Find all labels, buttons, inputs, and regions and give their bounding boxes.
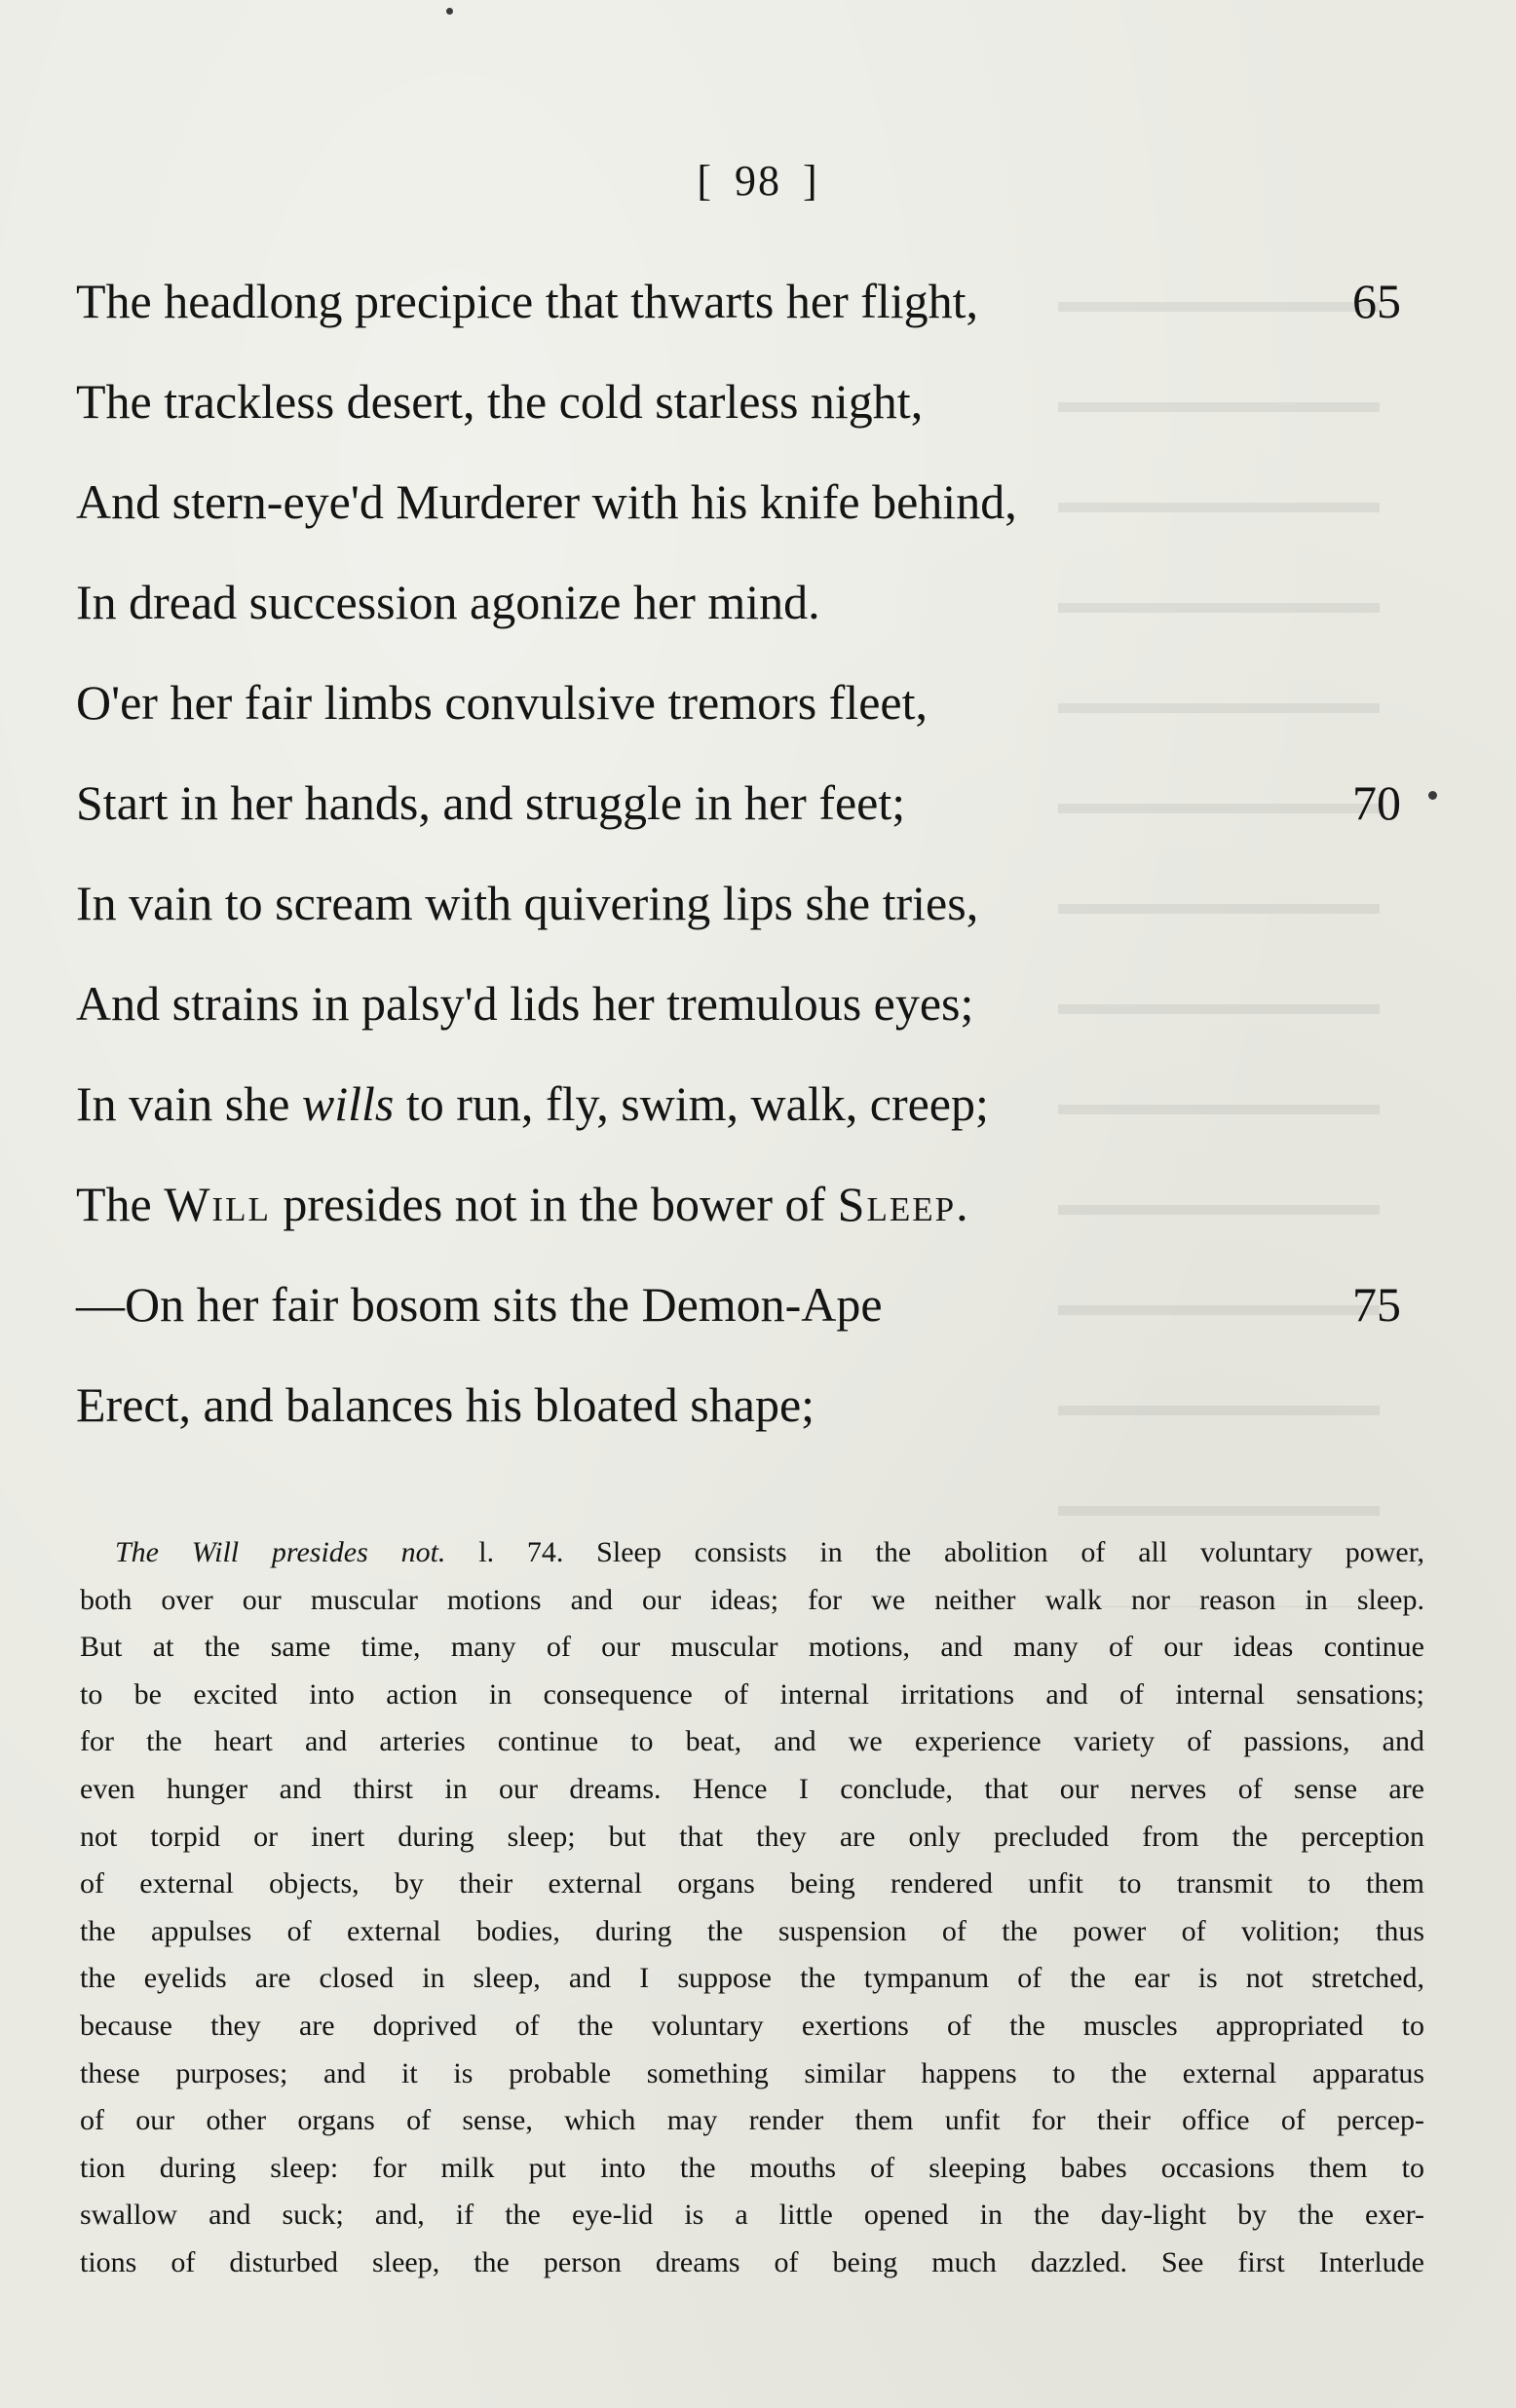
poem-line bbox=[76, 753, 1421, 853]
page-number bbox=[0, 156, 1516, 206]
footnote-line: these purposes; and it is probable something similar happens to the external apparatus bbox=[80, 2056, 1424, 2089]
poem-line-text: Erect, and balances his bloated shape; bbox=[76, 1377, 815, 1432]
poem-line-text: —On her fair bosom sits the Demon-Ape bbox=[76, 1277, 883, 1332]
page-number-value: 98 bbox=[735, 157, 781, 205]
poem-line-text: Start in her hands, and struggle in her feet; bbox=[76, 775, 906, 830]
footnote-line: to be excited into action in consequence of internal irritations and of internal sensations; bbox=[80, 1677, 1424, 1711]
footnote-reference: The Will presides not. bbox=[115, 1536, 446, 1568]
poem-line bbox=[76, 251, 1421, 352]
poem-line-text: The trackless desert, the cold starless night, bbox=[76, 374, 924, 429]
poem-line-text: And strains in palsy'd lids her tremulous eyes; bbox=[76, 976, 974, 1031]
line-number: 75 bbox=[1352, 1277, 1401, 1332]
line-number: 65 bbox=[1352, 274, 1401, 328]
footnote-line-ref: l. 74. bbox=[478, 1536, 564, 1568]
footnote-line: tions of disturbed sleep, the person dreams of being much dazzled. See first Interlude bbox=[80, 2245, 1424, 2278]
footnote-line: even hunger and thirst in our dreams. Hence I conclude, that our nerves of sense are bbox=[80, 1772, 1424, 1805]
poem-line-text: In dread succession agonize her mind. bbox=[76, 575, 820, 629]
footnote-line: the appulses of external bodies, during the suspension of the power of volition; thus bbox=[80, 1914, 1424, 1947]
footnote-line: for the heart and arteries continue to beat, and we experience variety of passions, and bbox=[80, 1725, 1424, 1758]
poem-line-text-post: to run, fly, swim, walk, creep; bbox=[394, 1076, 989, 1131]
poem-line-text: The headlong precipice that thwarts her flight, bbox=[76, 274, 979, 328]
page-number-bracket-right: ] bbox=[803, 157, 819, 205]
line-number: 70 bbox=[1352, 775, 1401, 830]
poem-line bbox=[76, 452, 1421, 552]
poem-line bbox=[76, 853, 1421, 954]
footnote-line: the eyelids are closed in sleep, and I suppose the tympanum of the ear is not stretched, bbox=[80, 1962, 1424, 1995]
poem-body bbox=[76, 251, 1421, 1455]
footnote-line: tion during sleep: for milk put into the mouths of sleeping babes occasions them to bbox=[80, 2151, 1424, 2184]
poem-line-text: In vain to scream with quivering lips she tries, bbox=[76, 876, 979, 930]
poem-line-text-pre: The bbox=[76, 1177, 165, 1231]
footnote-line: swallow and suck; and, if the eye-lid is a little opened in the day-light by the exer- bbox=[80, 2199, 1424, 2232]
poem-line bbox=[76, 954, 1421, 1054]
footnote-line: both over our muscular motions and our ideas; for we neither walk nor reason in sleep. bbox=[80, 1583, 1424, 1616]
poem-line-emphasis: wills bbox=[301, 1076, 395, 1131]
poem-line bbox=[76, 1154, 1421, 1255]
ink-speck bbox=[1428, 791, 1437, 800]
poem-line-small-caps: Sleep bbox=[837, 1177, 957, 1231]
poem-line bbox=[76, 1255, 1421, 1355]
poem-line-small-caps: Will bbox=[164, 1177, 271, 1231]
footnote-text: Sleep consists in the abolition of all voluntary power, bbox=[596, 1536, 1425, 1568]
poem-line-text-pre: In vain she bbox=[76, 1076, 302, 1131]
poem-line-text: O'er her fair limbs convulsive tremors fleet, bbox=[76, 675, 928, 730]
poem-line bbox=[76, 1355, 1421, 1455]
footnote-line: not torpid or inert during sleep; but that they are only precluded from the perception bbox=[80, 1820, 1424, 1853]
poem-line bbox=[76, 352, 1421, 452]
poem-line bbox=[76, 552, 1421, 653]
poem-line bbox=[76, 1054, 1421, 1154]
footnote-line: because they are doprived of the voluntary exertions of the muscles appropriated to bbox=[80, 2009, 1424, 2042]
poem-line bbox=[76, 653, 1421, 753]
footnote bbox=[80, 1529, 1424, 2287]
footnote-line: of our other organs of sense, which may render them unfit for their office of percep- bbox=[80, 2104, 1424, 2137]
poem-line-text-mid: presides not in the bower of bbox=[270, 1177, 838, 1231]
ink-speck bbox=[446, 8, 453, 15]
footnote-line: But at the same time, many of our muscular motions, and many of our ideas continue bbox=[80, 1631, 1424, 1664]
page-number-bracket-left: [ bbox=[697, 157, 713, 205]
footnote-line: of external objects, by their external organs being rendered unfit to transmit to them bbox=[80, 1867, 1424, 1900]
poem-line-text-post: . bbox=[956, 1177, 968, 1231]
poem-line-text: And stern-eye'd Murderer with his knife behind, bbox=[76, 474, 1017, 529]
footnote-line bbox=[80, 1529, 1424, 1577]
